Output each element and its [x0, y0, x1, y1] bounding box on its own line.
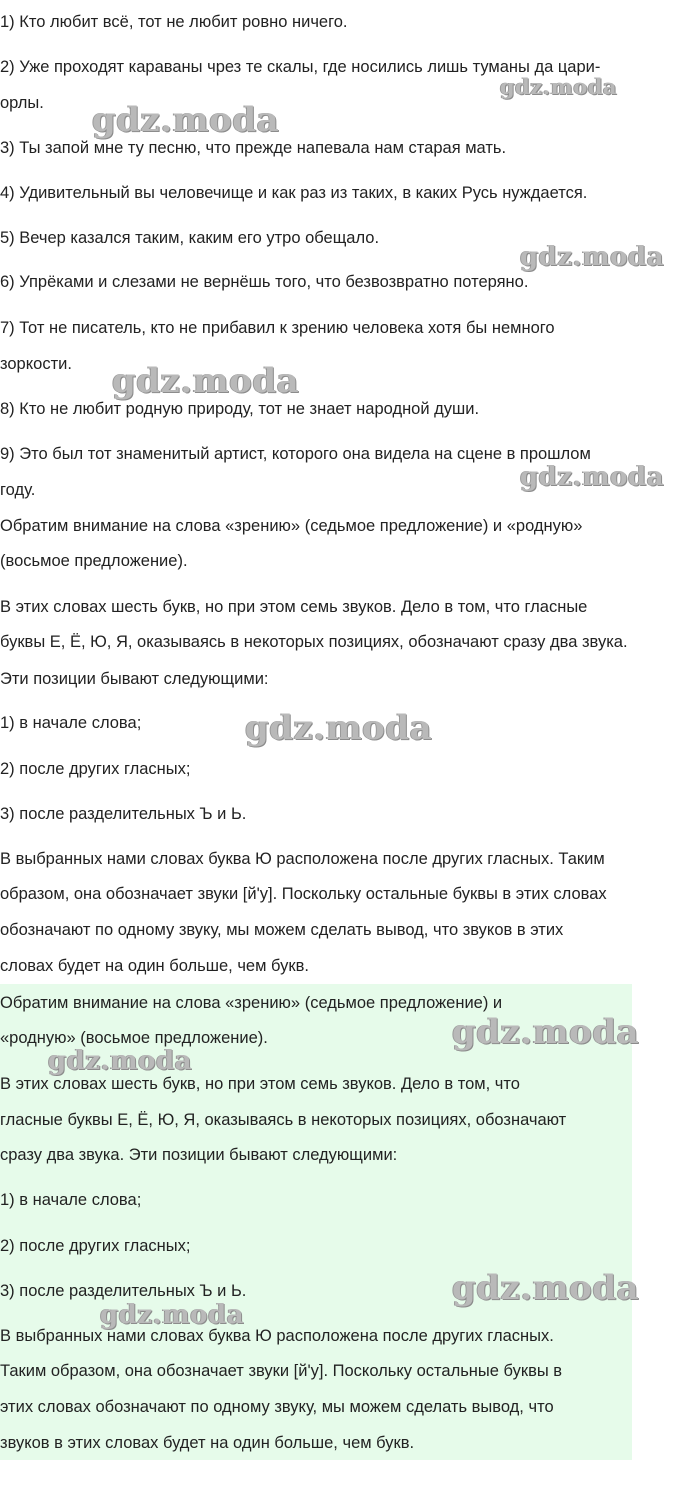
- highlight-line: сразу два звука. Эти позиции бывают следующими:: [0, 1146, 398, 1164]
- text-line: 3) после разделительных Ъ и Ь.: [0, 805, 247, 823]
- text-line: 2) после других гласных;: [0, 760, 191, 778]
- text-line: 4) Удивительный вы человечище и как раз из таких, в каких Русь нуждается.: [0, 184, 588, 202]
- text-line: орлы.: [0, 94, 44, 112]
- highlight-line: В выбранных нами словах буква Ю расположена после других гласных.: [0, 1327, 554, 1345]
- text-line: 5) Вечер казался таким, каким его утро обещало.: [0, 229, 380, 247]
- watermark-logo: gdz.moda: [100, 1300, 245, 1330]
- text-line: зоркости.: [0, 355, 72, 373]
- text-line: буквы Е, Ё, Ю, Я, оказываясь в некоторых позициях, обозначают сразу два звука.: [0, 633, 628, 651]
- text-line: 6) Упрёками и слезами не вернёшь того, что безвозвратно потеряно.: [0, 273, 529, 291]
- highlight-line: 2) после других гласных;: [0, 1237, 191, 1255]
- text-line: 1) в начале слова;: [0, 714, 142, 732]
- highlight-line: Таким образом, она обозначает звуки [й'у]. Поскольку остальные буквы в: [0, 1362, 563, 1380]
- text-line: (восьмое предложение).: [0, 552, 188, 570]
- watermark-logo: gdz.moda: [92, 100, 280, 140]
- highlight-line: «родную» (восьмое предложение).: [0, 1029, 268, 1047]
- highlight-line: гласные буквы Е, Ё, Ю, Я, оказываясь в некоторых позициях, обозначают: [0, 1111, 567, 1129]
- highlight-line: звуков в этих словах будет на один больше, чем букв.: [0, 1434, 415, 1452]
- text-line: 2) Уже проходят караваны чрез те скалы, где носились лишь туманы да цари-: [0, 58, 601, 76]
- text-line: году.: [0, 481, 36, 499]
- watermark-logo: gdz.moda: [520, 462, 665, 492]
- text-line: словах будет на один больше, чем букв.: [0, 957, 309, 975]
- text-line: 1) Кто любит всё, тот не любит ровно ничего.: [0, 13, 348, 31]
- text-line: образом, она обозначает звуки [й'у]. Поскольку остальные буквы в этих словах: [0, 885, 607, 903]
- watermark-logo: gdz.moda: [500, 74, 618, 99]
- watermark-logo: gdz.moda: [520, 242, 665, 272]
- watermark-logo: gdz.moda: [48, 1046, 193, 1076]
- highlight-line: Обратим внимание на слова «зрению» (седьмое предложение) и: [0, 994, 503, 1012]
- text-line: В выбранных нами словах буква Ю расположена после других гласных. Таким: [0, 850, 605, 868]
- highlight-line: 3) после разделительных Ъ и Ь.: [0, 1282, 247, 1300]
- text-line: 3) Ты запой мне ту песню, что прежде напевала нам старая мать.: [0, 139, 507, 157]
- watermark-logo: gdz.moda: [452, 1268, 640, 1308]
- text-line: Обратим внимание на слова «зрению» (седьмое предложение) и «родную»: [0, 517, 583, 535]
- watermark-logo: gdz.moda: [112, 361, 300, 401]
- text-line: 8) Кто не любит родную природу, тот не знает народной души.: [0, 400, 480, 418]
- text-line: обозначают по одному звуку, мы можем сделать вывод, что звуков в этих: [0, 921, 564, 939]
- watermark-logo: gdz.moda: [245, 708, 433, 748]
- highlight-line: этих словах обозначают по одному звуку, мы можем сделать вывод, что: [0, 1398, 554, 1416]
- highlight-line: В этих словах шесть букв, но при этом семь звуков. Дело в том, что: [0, 1075, 520, 1093]
- highlight-line: 1) в начале слова;: [0, 1191, 142, 1209]
- text-line: 7) Тот не писатель, кто не прибавил к зрению человека хотя бы немного: [0, 319, 555, 337]
- watermark-logo: gdz.moda: [452, 1012, 640, 1052]
- text-line: В этих словах шесть букв, но при этом семь звуков. Дело в том, что гласные: [0, 598, 588, 616]
- text-line: 9) Это был тот знаменитый артист, которого она видела на сцене в прошлом: [0, 445, 591, 463]
- text-line: Эти позиции бывают следующими:: [0, 670, 269, 688]
